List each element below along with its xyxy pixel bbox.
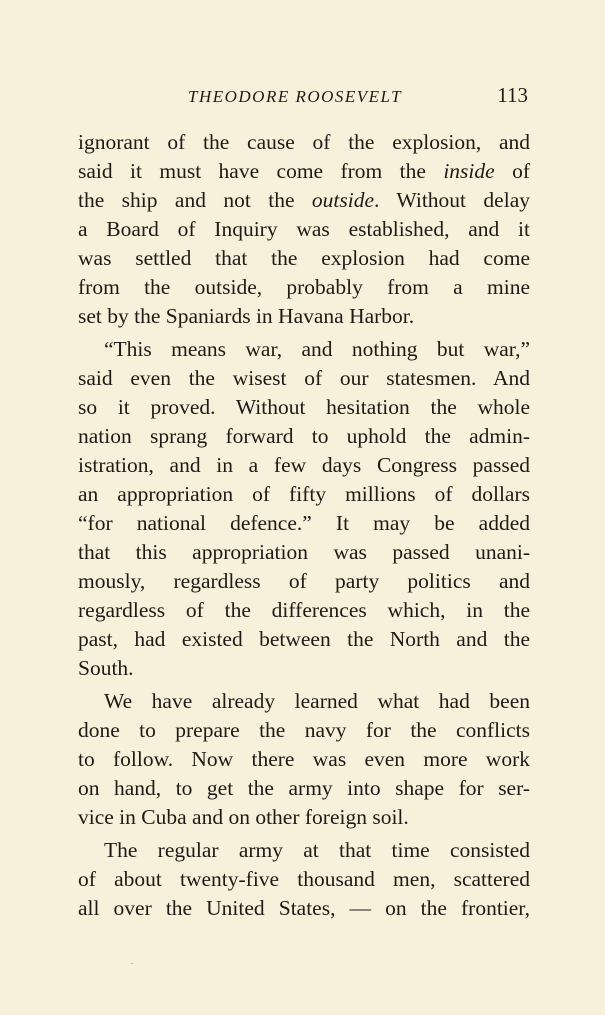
text-line: The regular army at that time consisted [104,838,530,862]
text-line: said it must have come from the inside of [78,159,530,183]
text-line: said even the wisest of our statesmen. And [78,366,530,390]
running-head [78,84,530,110]
text-line: to follow. Now there was even more work [78,747,530,771]
paper-speck [131,963,133,964]
paragraph [78,335,530,683]
body-text [78,128,530,923]
text-line: ignorant of the cause of the explosion, and [78,130,530,154]
text-line: that this appropriation was passed unani- [78,540,530,564]
text-line: done to prepare the navy for the conflicts [78,718,530,742]
text-line: on hand, to get the army into shape for ser- [78,776,530,800]
text-line: an appropriation of fifty millions of dollars [78,482,530,506]
text-line: from the outside, probably from a mine [78,275,530,299]
text-line: “for national defence.” It may be added [78,511,530,535]
text-line: nation sprang forward to uphold the admin- [78,424,530,448]
text-line: vice in Cuba and on other foreign soil. [78,805,409,829]
text-line: so it proved. Without hesitation the whole [78,395,530,419]
paragraph [78,128,530,331]
paragraph [78,836,530,923]
paragraph [78,687,530,832]
page-number: 113 [497,83,528,107]
text-line: We have already learned what had been [104,689,530,713]
text-line: regardless of the differences which, in the [78,598,530,622]
text-line: mously, regardless of party politics and [78,569,530,593]
text-line: the ship and not the outside. Without delay [78,188,530,212]
text-line: “This means war, and nothing but war,” [104,337,530,361]
text-line: all over the United States, — on the frontier, [78,896,530,920]
running-title: THEODORE ROOSEVELT [188,87,403,106]
emphasis: outside [311,188,375,212]
emphasis: inside [443,159,495,183]
text-line: set by the Spaniards in Havana Harbor. [78,304,415,328]
text-line: of about twenty-five thousand men, scattered [78,867,530,891]
text-line: was settled that the explosion had come [78,246,530,270]
text-line: a Board of Inquiry was established, and it [78,217,530,241]
text-line: South. [78,656,134,680]
text-line: istration, and in a few days Congress passed [78,453,530,477]
text-line: past, had existed between the North and the [78,627,530,651]
